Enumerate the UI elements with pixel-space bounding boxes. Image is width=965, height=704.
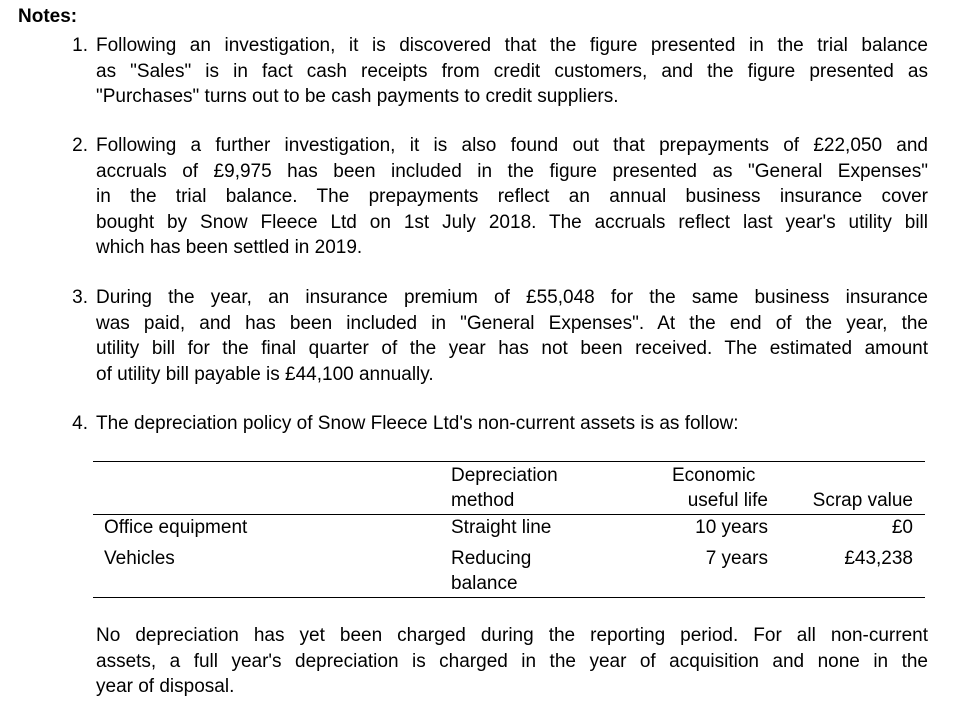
header-method-line-1: Depreciation bbox=[451, 465, 558, 486]
note-1 bbox=[72, 33, 928, 110]
note-2-number: 2. bbox=[72, 135, 88, 156]
row-1-method: Straight line bbox=[451, 517, 552, 538]
closing-paragraph bbox=[96, 623, 928, 700]
closing-line-1: No depreciation has yet been charged during the reporting period. For all non-current bbox=[96, 625, 928, 646]
row-2-life: 7 years bbox=[705, 548, 768, 569]
notes-heading: Notes: bbox=[18, 6, 78, 27]
row-2-scrap: £43,238 bbox=[844, 548, 913, 569]
note-1-number: 1. bbox=[72, 35, 88, 56]
row-2-method-line-2: balance bbox=[451, 573, 518, 594]
note-3 bbox=[72, 285, 928, 387]
table-top-rule bbox=[93, 461, 925, 462]
note-4-line-1: The depreciation policy of Snow Fleece Ltd's non-current assets is as follow: bbox=[96, 413, 739, 434]
note-2-line-3: in the trial balance. The prepayments reflect an annual business insurance cover bbox=[96, 186, 928, 207]
note-2-line-4: bought by Snow Fleece Ltd on 1st July 2018. The accruals reflect last year's utility bill bbox=[96, 211, 928, 233]
header-method-line-2: method bbox=[451, 490, 515, 511]
note-3-line-1: During the year, an insurance premium of £55,048 for the same business insurance bbox=[96, 287, 928, 308]
header-life-line-1: Economic bbox=[672, 465, 756, 486]
note-1-line-1: Following an investigation, it is discovered that the figure presented in the trial balance bbox=[96, 35, 928, 56]
row-1-life: 10 years bbox=[695, 517, 768, 538]
note-2-line-5: which has been settled in 2019. bbox=[96, 237, 363, 258]
closing-line-3: year of disposal. bbox=[96, 676, 235, 697]
note-4-number: 4. bbox=[72, 413, 88, 434]
note-4 bbox=[72, 411, 928, 437]
row-1-asset: Office equipment bbox=[104, 517, 248, 538]
closing-line-2: assets, a full year's depreciation is charged in the year of acquisition and none in the bbox=[96, 650, 928, 672]
row-1-scrap: £0 bbox=[891, 517, 913, 538]
note-1-line-2: as "Sales" is in fact cash receipts from credit customers, and the figure presented as bbox=[96, 60, 928, 82]
note-2 bbox=[72, 133, 928, 261]
note-3-line-4: of utility bill payable is £44,100 annually. bbox=[96, 363, 434, 385]
note-3-line-2: was paid, and has been included in "General Expenses". At the end of the year, the bbox=[96, 312, 928, 334]
note-3-number: 3. bbox=[72, 287, 88, 308]
note-2-line-2: accruals of £9,975 has been included in the figure presented as "General Expenses" bbox=[96, 160, 928, 182]
table-bottom-rule bbox=[93, 597, 925, 598]
header-scrap-value: Scrap value bbox=[812, 490, 913, 511]
header-life-line-2: useful life bbox=[687, 490, 768, 511]
table-header-rule bbox=[93, 514, 925, 515]
row-2-method-line-1: Reducing bbox=[451, 548, 532, 569]
note-1-line-3: "Purchases" turns out to be cash payments to credit suppliers. bbox=[96, 86, 619, 107]
note-2-line-1: Following a further investigation, it is also found out that prepayments of £22,050 and bbox=[96, 135, 928, 156]
note-3-line-3: utility bill for the final quarter of the year has not been received. The estimated amount bbox=[96, 338, 928, 359]
row-2-asset: Vehicles bbox=[104, 548, 175, 569]
